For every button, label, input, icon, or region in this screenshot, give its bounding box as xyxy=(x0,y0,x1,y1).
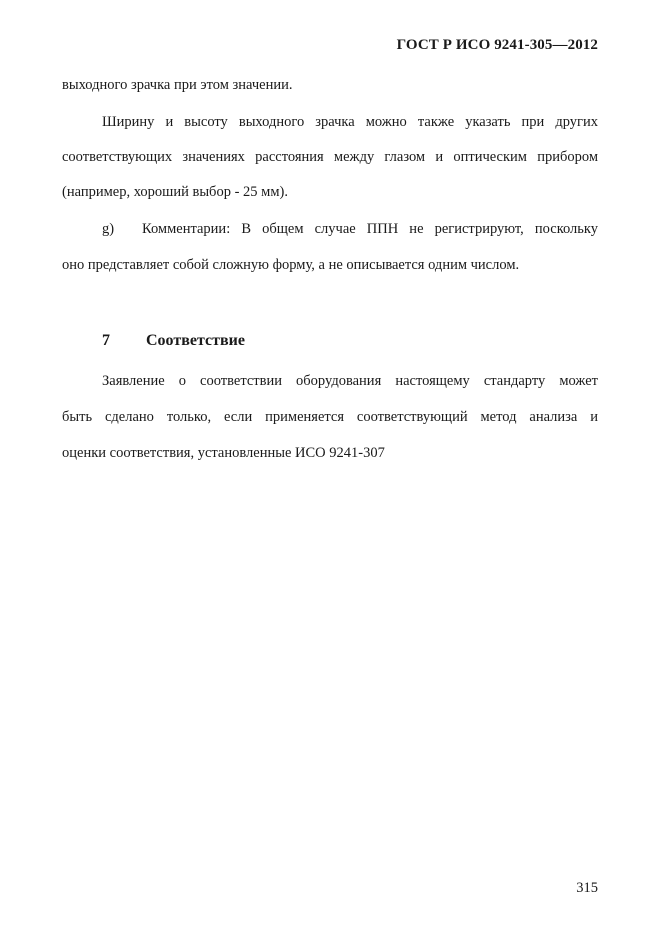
list-item-text: Комментарии: В общем случае ППН не регистрируют, поскольку xyxy=(142,221,598,237)
section-heading xyxy=(102,332,245,350)
paragraph-continuation: выходного зрачка при этом значении. xyxy=(62,77,293,93)
list-marker: g) xyxy=(102,221,115,237)
text-line: Ширину и высоту выходного зрачка можно также указать при других xyxy=(102,114,598,130)
text-line: оценки соответствия, установленные ИСО 9241-307 xyxy=(62,445,385,461)
section-title: Соответствие xyxy=(146,332,245,349)
text-line: оно представляет собой сложную форму, а не описывается одним числом. xyxy=(62,257,520,273)
text-line: быть сделано только, если применяется соответствующий метод анализа и xyxy=(62,409,598,425)
text-line: соответствующих значениях расстояния между глазом и оптическим прибором xyxy=(62,149,598,165)
text-line xyxy=(62,220,598,238)
text-line: (например, хороший выбор - 25 мм). xyxy=(62,184,288,200)
section-number: 7 xyxy=(102,332,110,349)
page-number: 315 xyxy=(576,880,598,896)
text-line: Заявление о соответствии оборудования настоящему стандарту может xyxy=(102,373,598,389)
page-header: ГОСТ Р ИСО 9241-305—2012 xyxy=(396,37,598,53)
